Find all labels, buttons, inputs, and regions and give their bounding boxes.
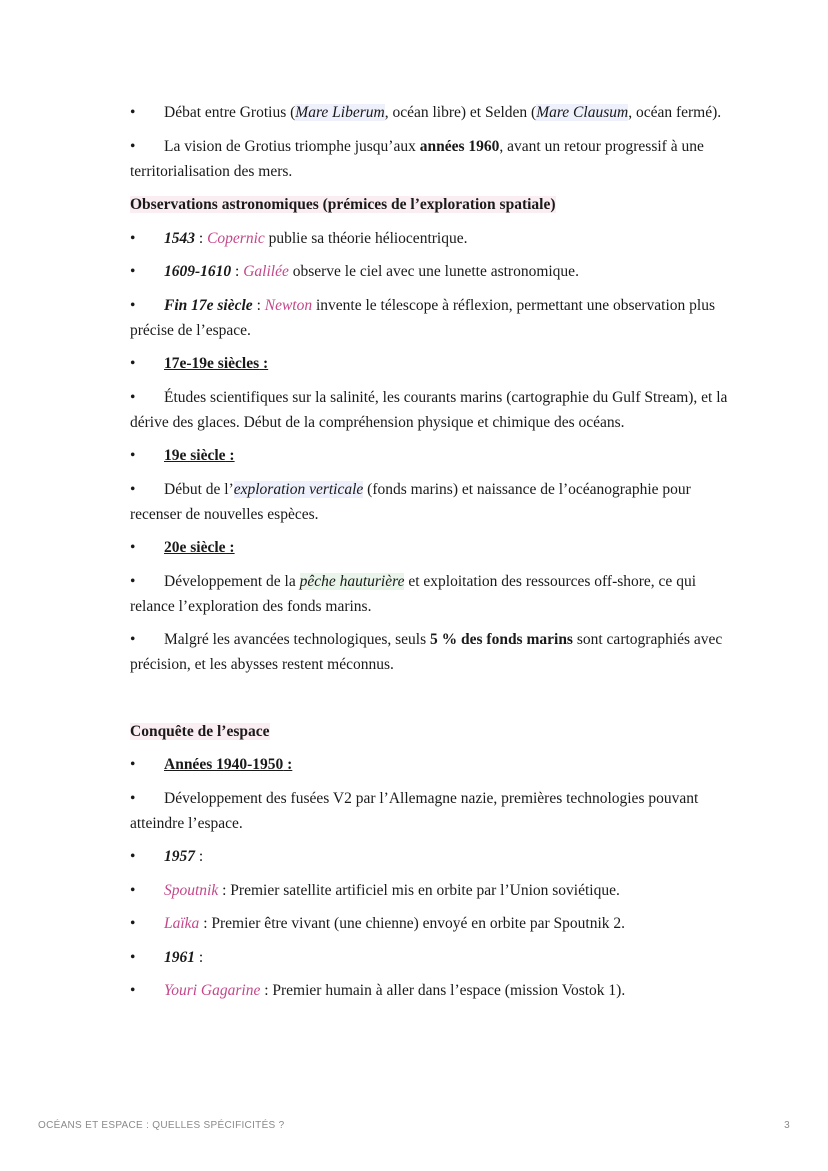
list-item [130, 752, 730, 777]
bullet: • [130, 789, 136, 807]
date: Fin 17e siècle [164, 296, 253, 314]
person-name: Spoutnik [164, 881, 219, 899]
footer-title: OCÉANS ET ESPACE : QUELLES SPÉCIFICITÉS ? [38, 1120, 285, 1131]
bullet: • [130, 137, 136, 155]
section-heading: Conquête de l’espace [130, 722, 270, 740]
bullet: • [130, 229, 136, 247]
bullet: • [130, 104, 136, 121]
person-name: Newton [264, 296, 313, 314]
bullet: • [130, 263, 136, 280]
bullet: • [130, 572, 136, 590]
bullet: • [130, 948, 136, 966]
spacer [130, 686, 730, 719]
person-name: Youri Gagarine [164, 982, 261, 999]
date: 1609-1610 [164, 263, 232, 280]
list-item [130, 535, 730, 560]
term-mare-clausum: Mare Clausum [536, 104, 629, 121]
list-item: • Début de l’exploration verticale (fonds marins) et naissance de l’océanographie pour recenser de nouvelles espèces. [130, 477, 730, 527]
term-mare-liberum: Mare Liberum [295, 104, 385, 121]
bullet: • [130, 756, 136, 773]
person-name: Galilée [243, 263, 289, 280]
date: 1957 [164, 848, 195, 865]
emphasis: années 1960 [419, 137, 500, 155]
bullet: • [130, 848, 136, 865]
document-body [130, 100, 730, 1012]
list-item: • Youri Gagarine : Premier humain à aller dans l’espace (mission Vostok 1). [130, 978, 730, 1003]
section-heading: Observations astronomiques (prémices de l’exploration spatiale) [130, 196, 556, 213]
term-exploration-verticale: exploration verticale [233, 480, 364, 498]
list-item: • 1543 : Copernic publie sa théorie héliocentrique. [130, 226, 730, 251]
bullet: • [130, 355, 136, 372]
emphasis: 5 % des fonds marins [430, 631, 573, 648]
bullet: • [130, 915, 136, 932]
bullet: • [130, 881, 136, 899]
list-item: • 1961 : [130, 945, 730, 970]
page-footer [38, 1120, 790, 1131]
date: 1961 [164, 948, 195, 966]
list-item: • Études scientifiques sur la salinité, les courants marins (cartographie du Gulf Stream), et la dérive des glaces. Début de la compréhension physique et chimique des océans. [130, 385, 730, 435]
term-peche-hauturiere: pêche hauturière [299, 572, 405, 590]
period-label: 19e siècle : [164, 447, 235, 464]
date: 1543 [164, 229, 195, 247]
bullet: • [130, 631, 136, 648]
page-number: 3 [784, 1120, 790, 1131]
bullet: • [130, 296, 136, 314]
list-item: • Laïka : Premier être vivant (une chienne) envoyé en orbite par Spoutnik 2. [130, 911, 730, 936]
bullet: • [130, 982, 136, 999]
list-item: • La vision de Grotius triomphe jusqu’aux années 1960, avant un retour progressif à une territorialisation des mers. [130, 134, 730, 184]
list-item: • 1957 : [130, 844, 730, 869]
period-label: Années 1940-1950 : [164, 756, 293, 773]
period-label: 20e siècle : [164, 539, 235, 556]
list-item: • Malgré les avancées technologiques, seuls 5 % des fonds marins sont cartographiés avec précision, et les abysses restent méconnus. [130, 627, 730, 677]
bullet: • [130, 388, 136, 406]
list-item [130, 443, 730, 468]
bullet: • [130, 447, 136, 464]
person-name: Copernic [207, 229, 265, 247]
list-item: • Développement de la pêche hauturière et exploitation des ressources off-shore, ce qui relance l’exploration des fonds marins. [130, 569, 730, 619]
list-item [130, 351, 730, 376]
list-item: • 1609-1610 : Galilée observe le ciel avec une lunette astronomique. [130, 259, 730, 284]
bullet: • [130, 480, 136, 498]
bullet: • [130, 539, 136, 556]
list-item: • Spoutnik : Premier satellite artificiel mis en orbite par l’Union soviétique. [130, 878, 730, 903]
list-item: • Débat entre Grotius (Mare Liberum, océan libre) et Selden (Mare Clausum, océan fermé). [130, 100, 730, 125]
period-label: 17e-19e siècles : [164, 355, 269, 372]
person-name: Laïka [164, 915, 200, 932]
list-item: • Développement des fusées V2 par l’Allemagne nazie, premières technologies pouvant atteindre l’espace. [130, 786, 730, 836]
list-item: • Fin 17e siècle : Newton invente le télescope à réflexion, permettant une observation plus précise de l’espace. [130, 293, 730, 343]
